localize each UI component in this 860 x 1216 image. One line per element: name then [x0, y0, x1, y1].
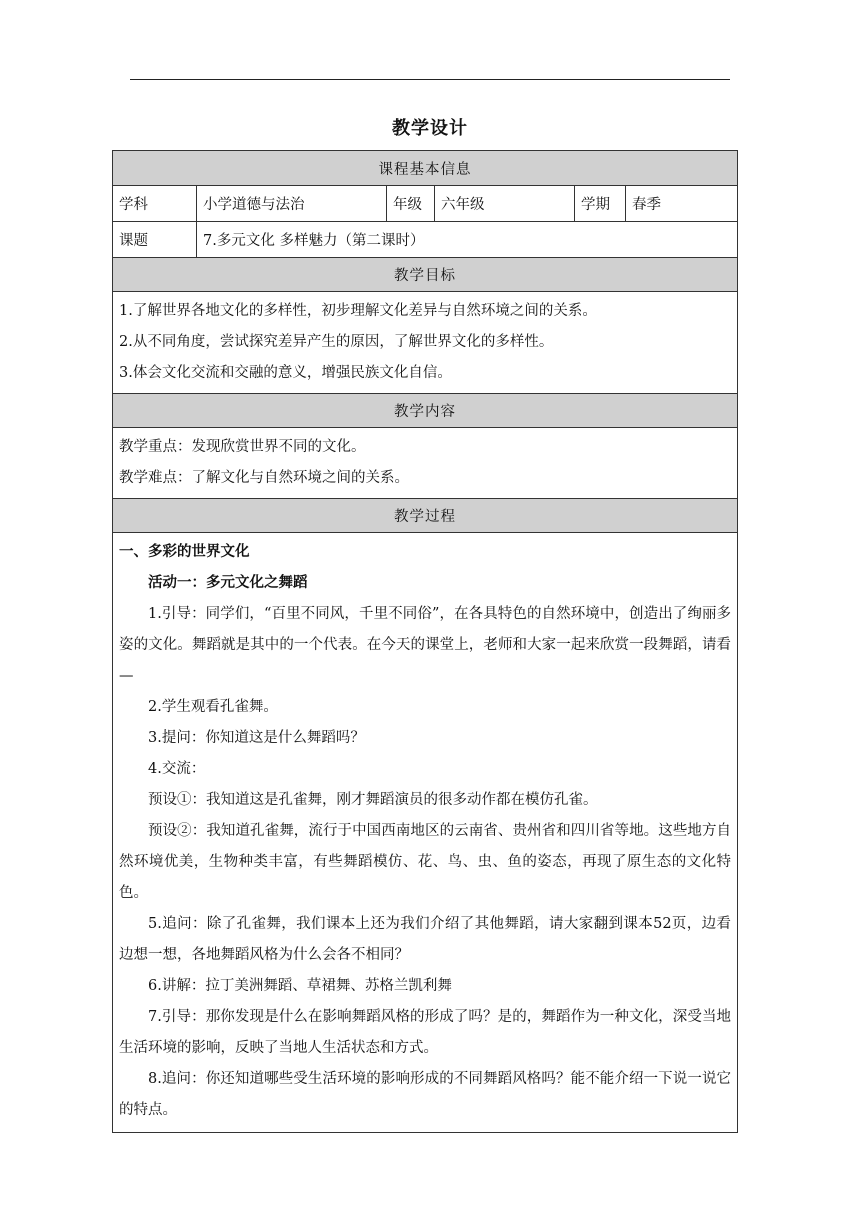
content-cell: [113, 428, 738, 499]
process-paragraph: 4.交流：: [148, 761, 206, 777]
objective-item: 1.了解世界各地文化的多样性，初步理解文化差异与自然环境之间的关系。: [119, 303, 597, 319]
objectives-cell: [113, 292, 738, 394]
key-point: 教学重点：发现欣赏世界不同的文化。: [119, 439, 366, 455]
process-paragraph: 5.追问：除了孔雀舞，我们课本上还为我们介绍了其他舞蹈，请大家翻到课本52页，边看边想一想，各地舞蹈风格为什么会各不相同？: [119, 916, 732, 963]
objective-item: 2.从不同角度，尝试探究差异产生的原因，了解世界文化的多样性。: [119, 334, 554, 350]
process-paragraph: 预设②：我知道孔雀舞，流行于中国西南地区的云南省、贵州省和四川省等地。这些地方自然环境优美，生物种类丰富，有些舞蹈模仿、花、鸟、虫、鱼的姿态，再现了原生态的文化特色。: [119, 823, 732, 901]
section-objectives: 教学目标: [113, 258, 738, 292]
objective-item: 3.体会文化交流和交融的意义，增强民族文化自信。: [119, 365, 452, 381]
process-paragraph: 预设①：我知道这是孔雀舞，刚才舞蹈演员的很多动作都在模仿孔雀。: [148, 792, 598, 808]
section-process: 教学过程: [113, 499, 738, 533]
process-paragraph: 1.引导：同学们，“百里不同风，千里不同俗”，在各具特色的自然环境中，创造出了绚丽多姿的文化。舞蹈就是其中的一个代表。在今天的课堂上，老师和大家一起来欣赏一段舞蹈，请看—: [119, 606, 732, 684]
document-title: 教学设计: [392, 118, 468, 139]
process-paragraph: 2.学生观看孔雀舞。: [148, 699, 278, 715]
process-paragraph: 3.提问：你知道这是什么舞蹈吗？: [148, 730, 365, 746]
topic-value: 7.多元文化 多样魅力（第二课时）: [197, 222, 738, 258]
topic-label: 课题: [113, 222, 197, 258]
process-cell: [113, 533, 738, 1133]
difficult-point: 教学难点：了解文化与自然环境之间的关系。: [119, 470, 409, 486]
term-value: 春季: [626, 186, 738, 222]
lesson-plan-table: [112, 150, 738, 1133]
term-label: 学期: [575, 186, 626, 222]
grade-label: 年级: [387, 186, 435, 222]
subject-label: 学科: [113, 186, 197, 222]
process-paragraph: 6.讲解：拉丁美洲舞蹈、草裙舞、苏格兰凯利舞: [148, 978, 452, 994]
part-heading: 一、多彩的世界文化: [119, 544, 250, 560]
process-paragraph: 8.追问：你还知道哪些受生活环境的影响形成的不同舞蹈风格吗？能不能介绍一下说一说它的特点。: [119, 1071, 732, 1118]
process-paragraph: 7.引导：那你发现是什么在影响舞蹈风格的形成了吗？是的，舞蹈作为一种文化，深受当地生活环境的影响，反映了当地人生活状态和方式。: [119, 1009, 732, 1056]
section-content: 教学内容: [113, 394, 738, 428]
subject-value: 小学道德与法治: [197, 186, 387, 222]
section-course-info: 课程基本信息: [113, 151, 738, 186]
activity-heading: 活动一：多元文化之舞蹈: [148, 575, 308, 591]
header-rule: [130, 79, 730, 80]
grade-value: 六年级: [435, 186, 575, 222]
